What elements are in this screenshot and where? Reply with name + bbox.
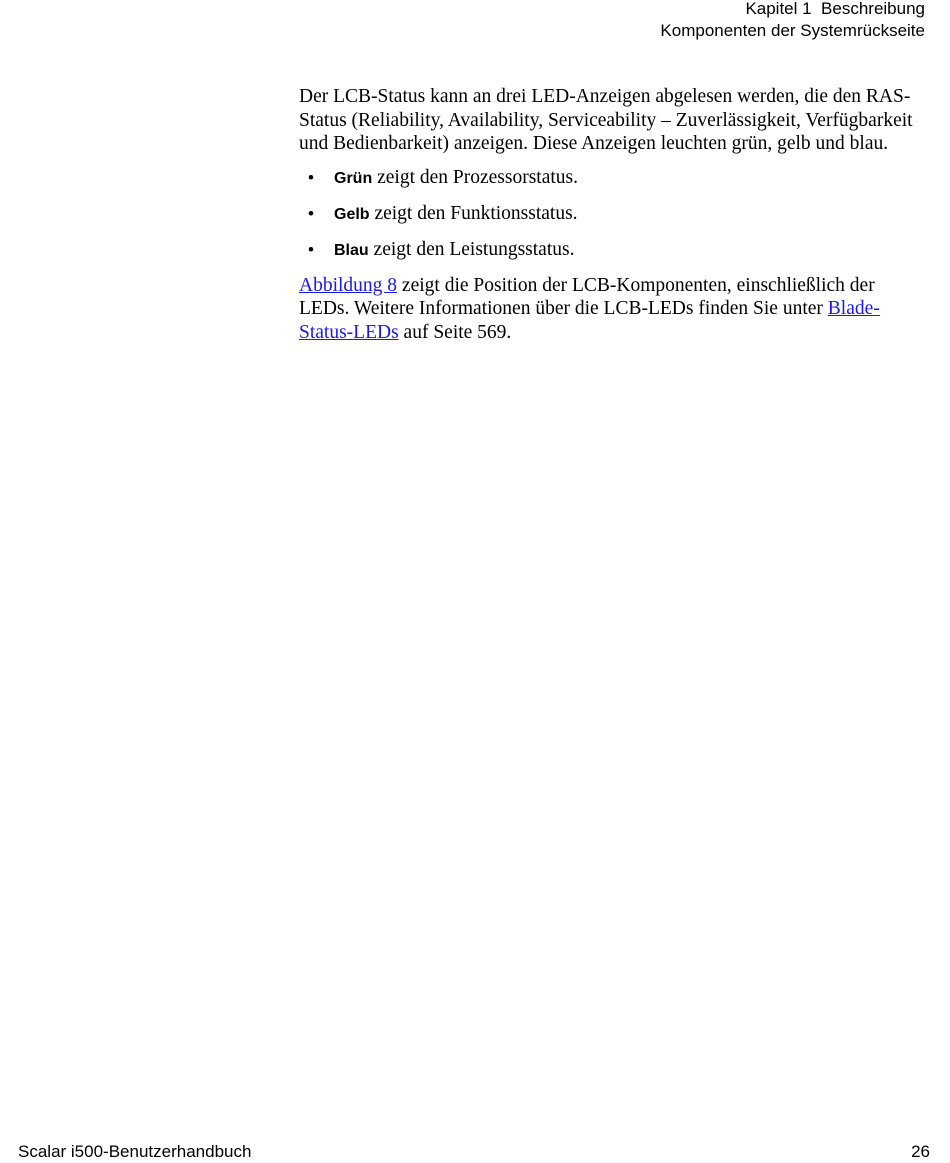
list-item (299, 166, 924, 191)
bullet-icon: • (308, 203, 314, 223)
bullet-term-gruen: Grün (334, 169, 373, 187)
bullet-term-gelb: Gelb (334, 205, 370, 223)
bullet-term-blau: Blau (334, 241, 369, 259)
intro-paragraph: Der LCB-Status kann an drei LED-Anzeigen abgelesen werden, die den RAS-Status (Reliability, Availability, Serviceability – Zuverlässigkeit, Verfügbarkeit und Bedienbarkeit) anzeigen. Diese Anzeigen leuchten grün, gelb und blau. (299, 86, 913, 154)
section-title: Komponenten der Systemrückseite (660, 21, 925, 40)
led-status-list (299, 166, 924, 263)
footer-page-number: 26 (911, 1142, 930, 1161)
list-item (299, 202, 924, 227)
blade-status-leds-link[interactable]: Blade-Status-LEDs (299, 298, 880, 343)
bullet-icon: • (308, 239, 314, 259)
footer-manual-title: Scalar i500-Benutzerhandbuch (18, 1142, 252, 1161)
reference-text-2: auf Seite 569. (398, 321, 512, 343)
reference-text-1: zeigt die Position der LCB-Komponenten, einschließlich der LEDs. Weitere Informationen über die LCB-LEDs finden Sie unter (299, 274, 875, 319)
figure-8-link[interactable]: Abbildung 8 (299, 274, 398, 296)
bullet-text: zeigt den Funktionsstatus. (369, 202, 578, 224)
bullet-text: zeigt den Leistungsstatus. (368, 238, 575, 260)
bullet-text: zeigt den Prozessorstatus. (372, 166, 579, 188)
reference-paragraph (299, 274, 924, 345)
list-item (299, 238, 924, 263)
bullet-icon: • (308, 167, 314, 187)
page-header (660, 0, 925, 42)
chapter-title: Kapitel 1 Beschreibung (745, 0, 925, 18)
main-content (299, 85, 924, 344)
